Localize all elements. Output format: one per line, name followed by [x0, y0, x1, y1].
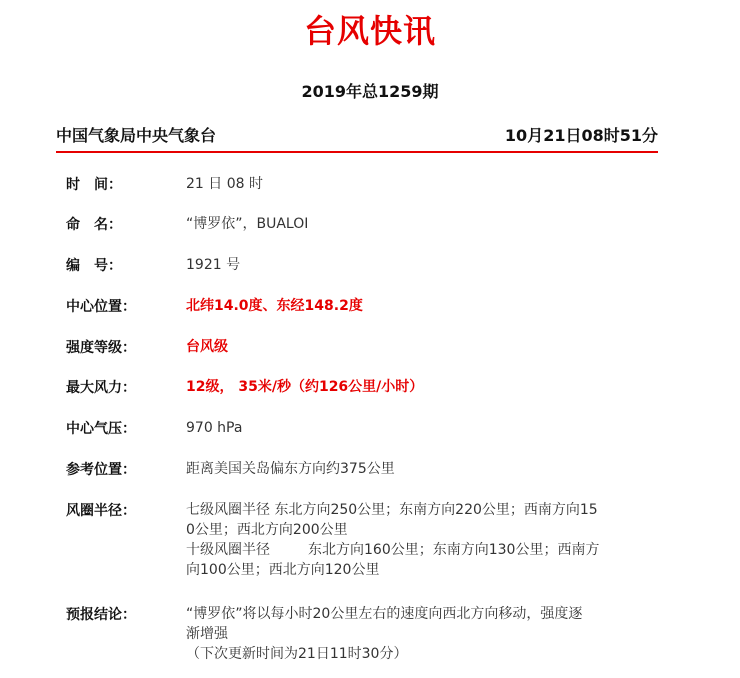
forecast-label: 预报结论： — [66, 607, 136, 623]
issue-datetime: 10月21日08时51分 — [504, 126, 658, 145]
level10-detail-1: 东北方向160公里；东南方向130公里；西南方 — [308, 542, 600, 558]
reference-position-label: 参考位置： — [66, 462, 136, 478]
bulletin-header — [56, 123, 658, 147]
wind-radius-label: 风圈半径： — [66, 503, 136, 519]
wind-radius-value — [186, 500, 652, 580]
intensity-label: 强度等级： — [66, 340, 136, 356]
agency-name: 中国气象局中央气象台 — [56, 126, 217, 145]
forecast-line-1: “博罗依”将以每小时20公里左右的速度向西北方向移动，强度逐 — [186, 606, 583, 622]
forecast-value — [186, 604, 652, 664]
name-label: 命 名： — [66, 217, 122, 233]
max-wind-value: 12级， 35米/秒（约126公里/小时） — [186, 379, 424, 395]
level10-detail-2: 向100公里；西北方向120公里 — [186, 562, 380, 578]
level10-label: 十级风圈半径 — [186, 542, 270, 558]
level7-label: 七级风圈半径 — [186, 502, 270, 518]
number-label: 编 号： — [66, 258, 122, 274]
time-label: 时 间： — [66, 177, 122, 193]
level7-detail-1: 东北方向250公里；东南方向220公里；西南方向15 — [274, 502, 598, 518]
header-divider — [56, 151, 658, 153]
issue-number: 2019年总1259期 — [301, 82, 439, 101]
forecast-line-2: 渐增强 — [186, 626, 228, 642]
wind-radius-level10-line1 — [186, 540, 652, 560]
next-update-note: （下次更新时间为21日11时30分） — [186, 646, 408, 662]
center-pressure-value: 970 hPa — [186, 420, 243, 436]
name-value: “博罗依”，BUALOI — [186, 216, 309, 232]
intensity-value: 台风级 — [186, 339, 228, 355]
wind-radius-level7-line1 — [186, 500, 652, 520]
reference-position-value: 距离美国关岛偏东方向约375公里 — [186, 461, 395, 477]
center-position-label: 中心位置： — [66, 299, 136, 315]
center-pressure-label: 中心气压： — [66, 421, 136, 437]
center-position-value: 北纬14.0度、东经148.2度 — [186, 298, 363, 314]
level7-detail-2: 0公里；西北方向200公里 — [186, 522, 348, 538]
time-value: 21 日 08 时 — [186, 176, 263, 192]
number-value: 1921 号 — [186, 257, 241, 273]
bulletin-title: 台风快讯 — [303, 12, 436, 50]
max-wind-label: 最大风力： — [66, 380, 136, 396]
